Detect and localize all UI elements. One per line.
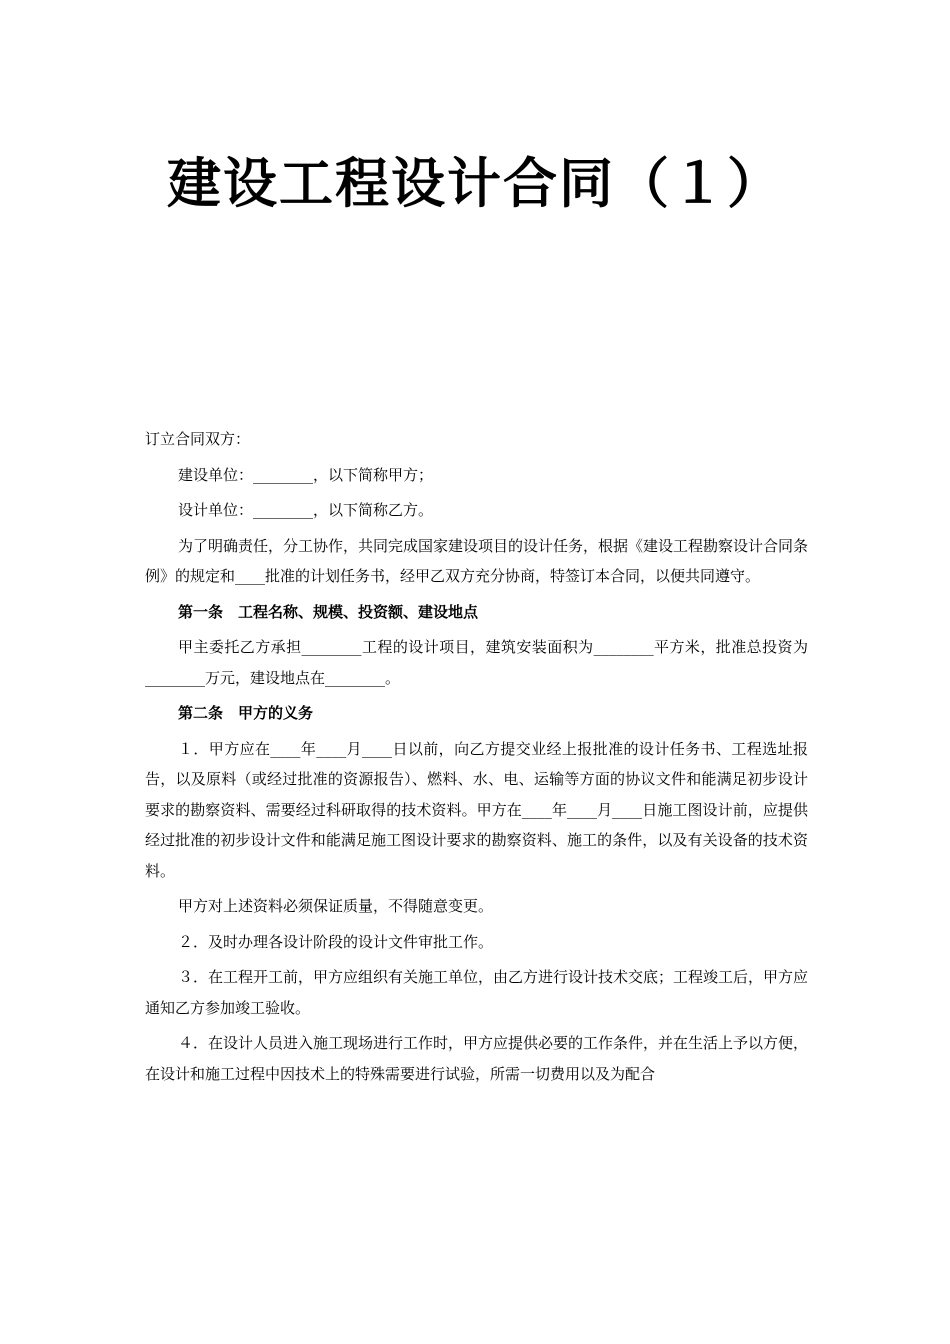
preamble-paragraph: 为了明确责任，分工协作，共同完成国家建设项目的设计任务，根据《建设工程勘察设计合同条例》的规定和____批准的计划任务书，经甲乙双方充分协商，特签订本合同，以便共同遵守。: [145, 536, 809, 585]
article-1-heading: 第一条 工程名称、规模、投资额、建设地点: [178, 602, 479, 621]
article-2-quality-note: 甲方对上述资料必须保证质量，不得随意变更。: [178, 897, 494, 915]
article-1-paragraph: 甲主委托乙方承担________工程的设计项目，建筑安装面积为________平方米，批准总投资为________万元，建设地点在________。: [145, 638, 808, 687]
document-title: 建设工程设计合同（１）: [167, 152, 783, 215]
article-2-item-4: ４．在设计人员进入施工现场进行工作时，甲方应提供必要的工作条件，并在生活上予以方便，在设计和施工过程中因技术上的特殊需要进行试验，所需一切费用以及为配合: [145, 1034, 809, 1083]
article-2-item-3: ３．在工程开工前，甲方应组织有关施工单位，由乙方进行设计技术交底；工程竣工后，甲方应通知乙方参加竣工验收。: [145, 968, 809, 1017]
document-body: [145, 424, 808, 1094]
article-2-heading: 第二条 甲方的义务: [178, 704, 314, 722]
party-b-line: 设计单位：________，以下简称乙方。: [178, 501, 434, 519]
article-2-item-2: ２．及时办理各设计阶段的设计文件审批工作。: [178, 932, 494, 951]
article-2-item-1: １．甲方应在____年____月____日以前，向乙方提交业经上报批准的设计任务书、工程选址报告，以及原料（或经过批准的资源报告）、燃料、水、电、运输等方面的协议文件和能满足初步设计要求的勘察资料、需要经过科研取得的技术资料。甲方在____年____月____日施工图设计前，应提供经过批准的初步设计文件和能满足施工图设计要求的勘察资料、施工的条件，以及有关设备的技术资料。: [145, 739, 808, 880]
parties-intro: 订立合同双方：: [145, 430, 251, 448]
party-a-line: 建设单位：________，以下简称甲方；: [178, 465, 434, 484]
